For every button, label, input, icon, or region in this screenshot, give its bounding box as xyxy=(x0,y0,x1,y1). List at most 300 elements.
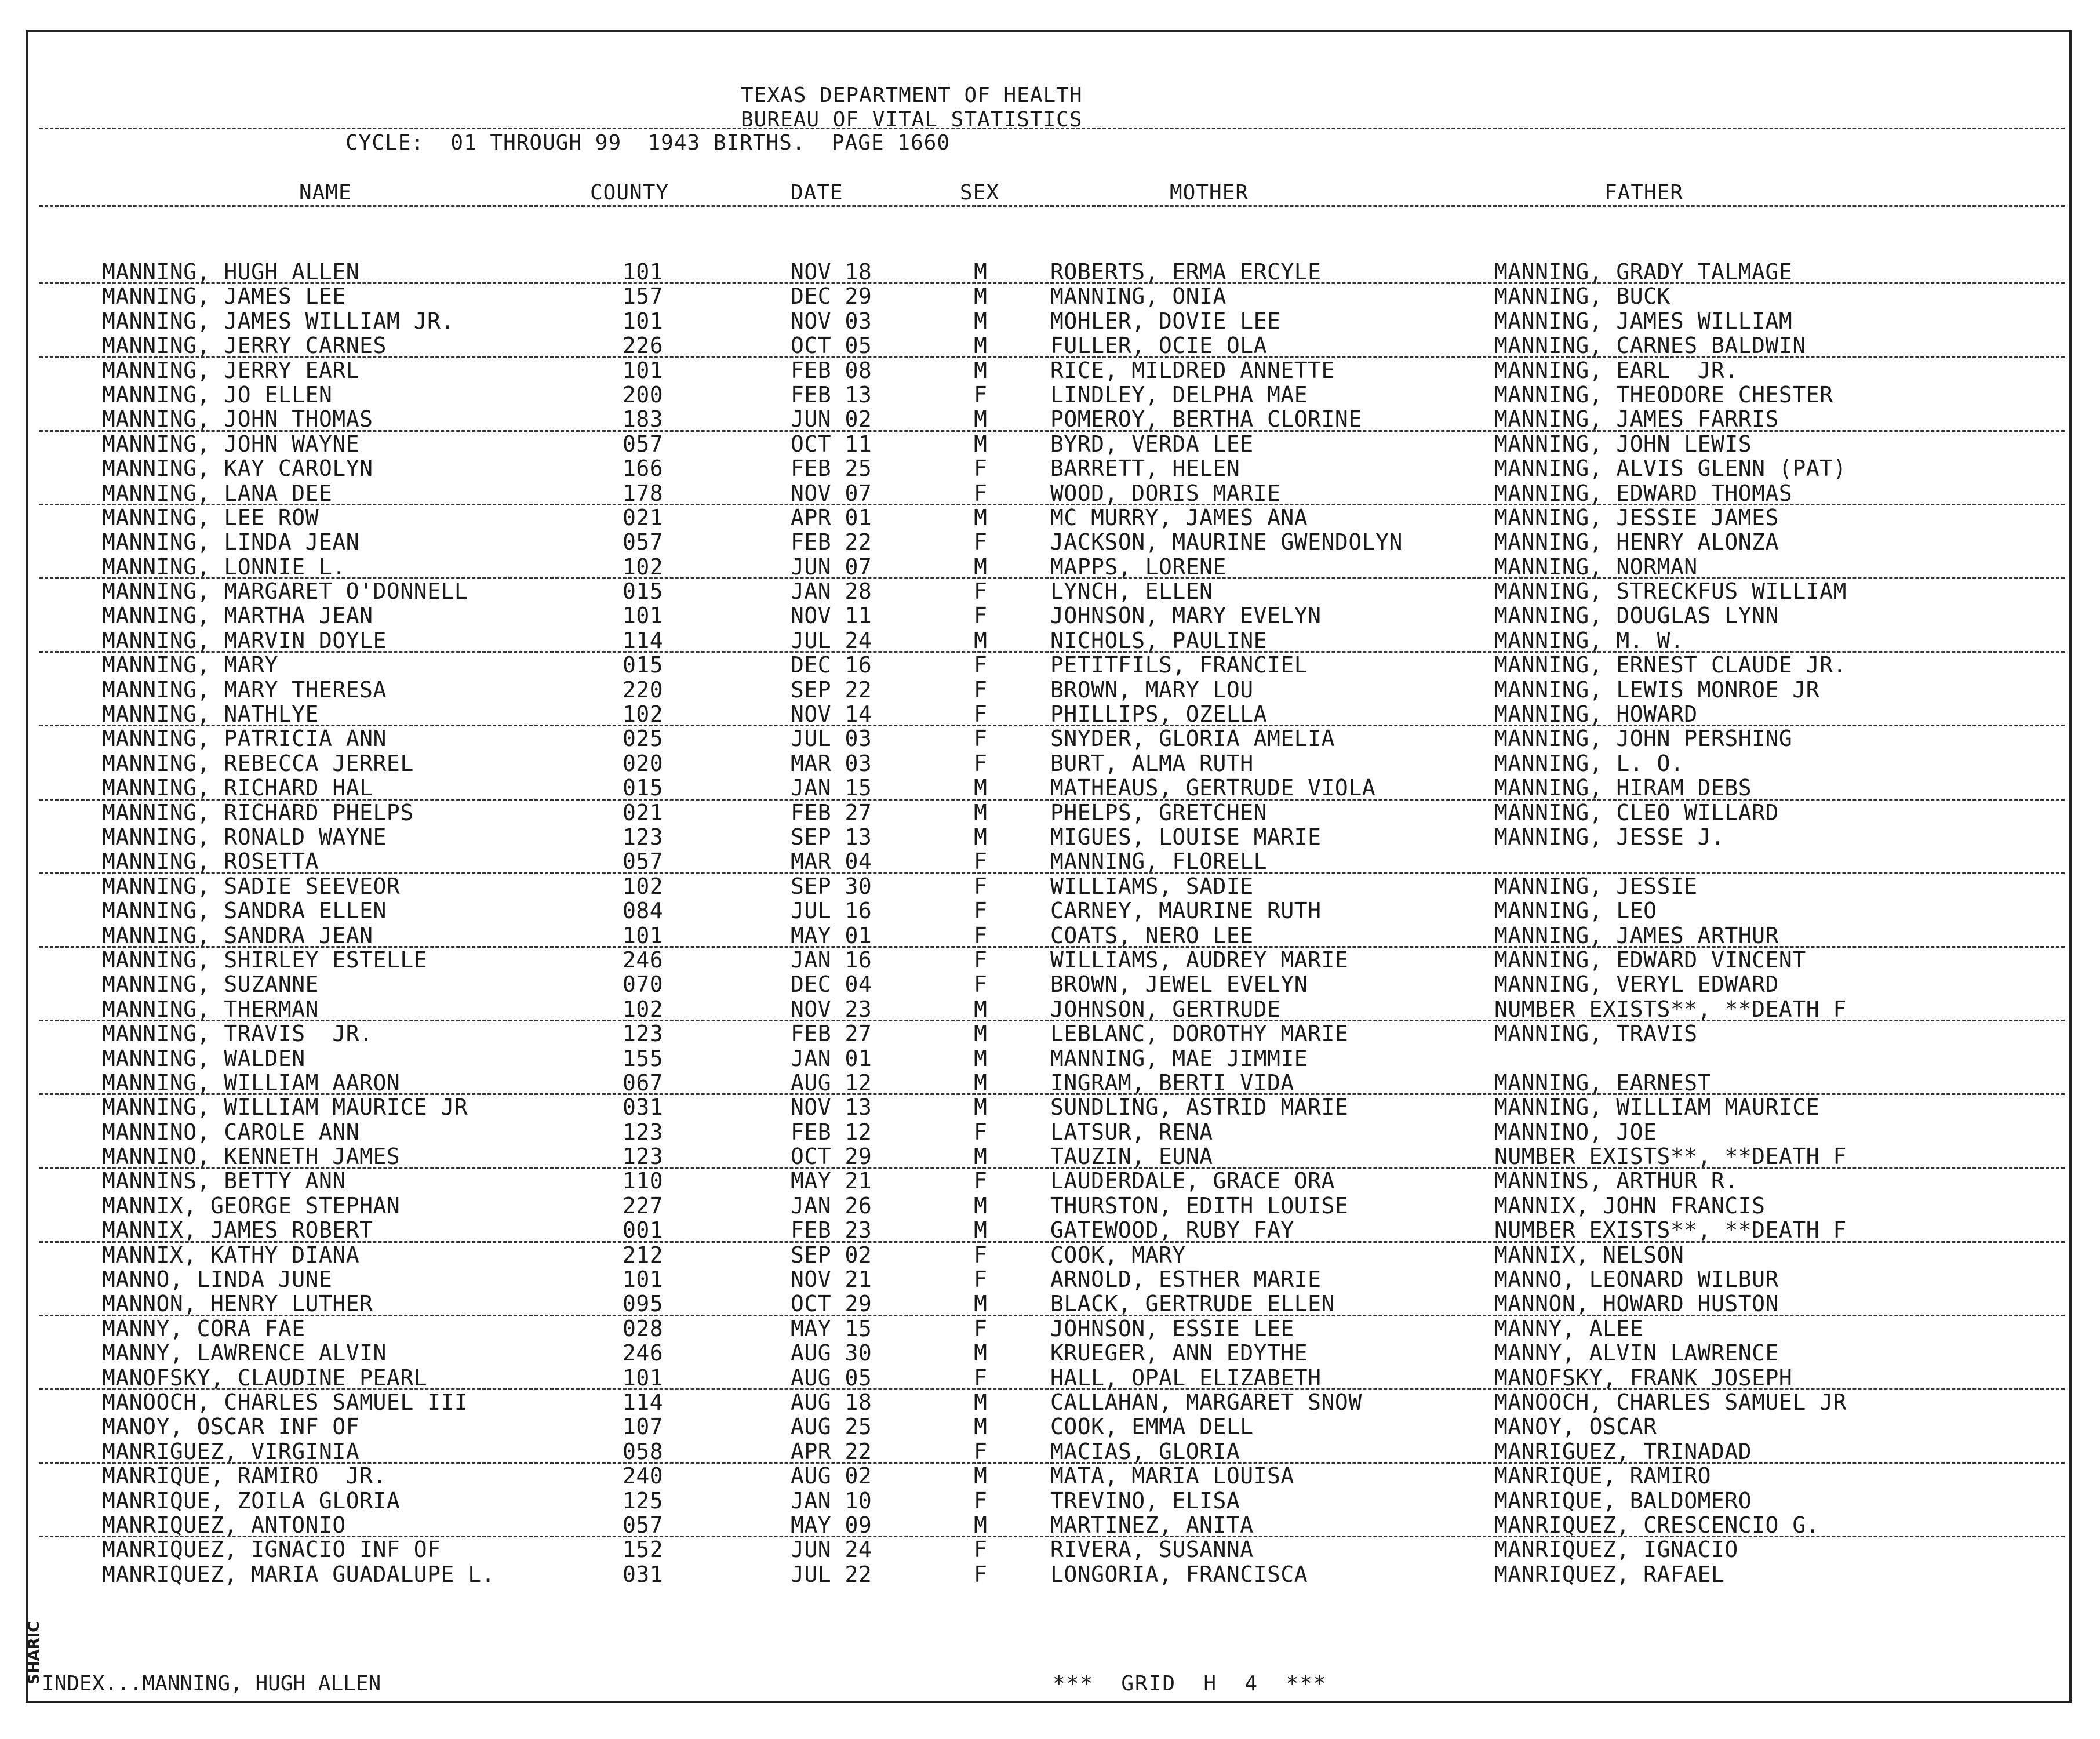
cell-date: JUN 07 xyxy=(791,554,872,580)
table-row xyxy=(28,1120,2069,1144)
table-row xyxy=(28,801,2069,825)
cell-sex: F xyxy=(974,676,988,703)
cell-name: MANNING, RICHARD PHELPS xyxy=(102,799,414,825)
cell-name: MANNING, JERRY EARL xyxy=(102,357,360,383)
cell-mother: KRUEGER, ANN EDYTHE xyxy=(1050,1340,1308,1366)
cell-date: FEB 27 xyxy=(791,1021,872,1047)
table-row xyxy=(28,1144,2069,1169)
cell-date: JAN 16 xyxy=(791,947,872,973)
cell-date: AUG 12 xyxy=(791,1069,872,1096)
cell-date: OCT 05 xyxy=(791,333,872,359)
cell-name: MANNING, RICHARD HAL xyxy=(102,775,373,801)
cell-date: SEP 30 xyxy=(791,873,872,899)
table-row xyxy=(28,603,2069,628)
cell-father: MANRIQUEZ, CRESCENCIO G. xyxy=(1494,1512,1820,1538)
cell-mother: CARNEY, MAURINE RUTH xyxy=(1050,898,1322,924)
table-row xyxy=(28,678,2069,702)
cell-sex: M xyxy=(974,996,988,1022)
cell-date: NOV 14 xyxy=(791,701,872,727)
cell-county: 031 xyxy=(623,1094,664,1120)
bureau-title: BUREAU OF VITAL STATISTICS xyxy=(741,108,1083,132)
cell-sex: F xyxy=(974,750,988,776)
cell-name: MANNING, THERMAN xyxy=(102,996,319,1022)
cell-date: AUG 05 xyxy=(791,1365,872,1391)
cell-county: 123 xyxy=(623,1119,664,1145)
cell-mother: WOOD, DORIS MARIE xyxy=(1050,480,1281,506)
column-header-name: NAME xyxy=(299,181,352,205)
table-row xyxy=(28,702,2069,726)
cell-date: FEB 13 xyxy=(791,381,872,408)
cell-mother: COOK, EMMA DELL xyxy=(1050,1414,1254,1440)
cell-county: 102 xyxy=(623,554,664,580)
cell-mother: BROWN, JEWEL EVELYN xyxy=(1050,972,1308,998)
cell-county: 021 xyxy=(623,799,664,825)
cell-sex: F xyxy=(974,726,988,752)
cell-county: 125 xyxy=(623,1487,664,1514)
cell-mother: BARRETT, HELEN xyxy=(1050,456,1240,482)
table-row xyxy=(28,1046,2069,1071)
grid-reference: *** GRID H 4 *** xyxy=(1053,1672,1327,1696)
cell-name: MANNING, TRAVIS JR. xyxy=(102,1021,373,1047)
cell-father: MANNIX, NELSON xyxy=(1494,1242,1684,1268)
table-row xyxy=(28,1341,2069,1365)
cell-name: MANRIGUEZ, VIRGINIA xyxy=(102,1438,360,1464)
cell-sex: M xyxy=(974,283,988,310)
cell-mother: WILLIAMS, AUDREY MARIE xyxy=(1050,947,1349,973)
cell-mother: MIGUES, LOUISE MARIE xyxy=(1050,824,1322,850)
cell-father: MANNING, JESSE J. xyxy=(1494,824,1725,850)
cell-mother: MANNING, MAE JIMMIE xyxy=(1050,1045,1308,1071)
table-row xyxy=(28,825,2069,849)
cell-date: JAN 10 xyxy=(791,1487,872,1514)
table-row xyxy=(28,1513,2069,1537)
cell-father: MANNING, JOHN LEWIS xyxy=(1494,431,1752,457)
cell-father: MANNING, L. O. xyxy=(1494,750,1684,776)
table-row xyxy=(28,358,2069,383)
table-row xyxy=(28,726,2069,751)
column-header-county: COUNTY xyxy=(590,181,669,205)
cell-mother: PHELPS, GRETCHEN xyxy=(1050,799,1268,825)
cell-date: AUG 18 xyxy=(791,1389,872,1415)
cell-name: MANNING, LANA DEE xyxy=(102,480,333,506)
cell-name: MANNIX, KATHY DIANA xyxy=(102,1242,360,1268)
cell-name: MANRIQUEZ, MARIA GUADALUPE L. xyxy=(102,1561,495,1587)
cell-name: MANNY, CORA FAE xyxy=(102,1315,305,1341)
table-row xyxy=(28,972,2069,996)
table-row xyxy=(28,849,2069,874)
column-header-date: DATE xyxy=(791,181,843,205)
cell-mother: GATEWOOD, RUBY FAY xyxy=(1050,1217,1294,1243)
cell-date: JUN 24 xyxy=(791,1537,872,1563)
table-row xyxy=(28,628,2069,653)
cell-sex: F xyxy=(974,947,988,973)
cell-sex: M xyxy=(974,308,988,334)
cell-mother: MATHEAUS, GERTRUDE VIOLA xyxy=(1050,775,1376,801)
cell-county: 028 xyxy=(623,1315,664,1341)
cell-mother: COATS, NERO LEE xyxy=(1050,922,1254,948)
column-header-father: FATHER xyxy=(1604,181,1684,205)
cell-sex: F xyxy=(974,898,988,924)
cell-father: MANNING, TRAVIS xyxy=(1494,1021,1698,1047)
cell-mother: BYRD, VERDA LEE xyxy=(1050,431,1254,457)
cell-county: 102 xyxy=(623,873,664,899)
cell-sex: F xyxy=(974,922,988,948)
cell-father: MANNIX, JOHN FRANCIS xyxy=(1494,1192,1766,1218)
cell-date: MAY 09 xyxy=(791,1512,872,1538)
cell-sex: M xyxy=(974,1291,988,1317)
cell-date: JUL 22 xyxy=(791,1561,872,1587)
cell-county: 057 xyxy=(623,849,664,875)
cell-name: MANRIQUE, ZOILA GLORIA xyxy=(102,1487,401,1514)
cell-name: MANNING, RONALD WAYNE xyxy=(102,824,387,850)
cell-father: MANNINO, JOE xyxy=(1494,1119,1657,1145)
cell-sex: F xyxy=(974,849,988,875)
cell-date: AUG 30 xyxy=(791,1340,872,1366)
table-row xyxy=(28,481,2069,505)
cell-date: OCT 29 xyxy=(791,1144,872,1170)
cell-mother: LYNCH, ELLEN xyxy=(1050,579,1213,605)
cell-father: MANRIGUEZ, TRINADAD xyxy=(1494,1438,1752,1464)
cell-county: 107 xyxy=(623,1414,664,1440)
cell-county: 101 xyxy=(623,357,664,383)
table-row xyxy=(28,260,2069,284)
cell-county: 101 xyxy=(623,1365,664,1391)
cell-county: 101 xyxy=(623,922,664,948)
cell-sex: F xyxy=(974,972,988,998)
table-row xyxy=(28,1366,2069,1390)
cell-mother: MC MURRY, JAMES ANA xyxy=(1050,504,1308,530)
cell-sex: F xyxy=(974,1119,988,1145)
cell-father: MANNING, HOWARD xyxy=(1494,701,1698,727)
cell-county: 183 xyxy=(623,406,664,432)
cell-date: APR 01 xyxy=(791,504,872,530)
table-row xyxy=(28,383,2069,407)
cell-name: MANOFSKY, CLAUDINE PEARL xyxy=(102,1365,428,1391)
cell-county: 101 xyxy=(623,1267,664,1293)
cell-mother: BURT, ALMA RUTH xyxy=(1050,750,1254,776)
cell-date: NOV 11 xyxy=(791,603,872,629)
cell-sex: M xyxy=(974,554,988,580)
cell-date: JUL 16 xyxy=(791,898,872,924)
side-code: SHARIC xyxy=(26,1621,43,1685)
cell-date: SEP 22 xyxy=(791,676,872,703)
cell-sex: M xyxy=(974,1512,988,1538)
cell-sex: F xyxy=(974,480,988,506)
cell-father: MANNING, EDWARD THOMAS xyxy=(1494,480,1793,506)
cell-date: JUL 24 xyxy=(791,627,872,653)
cell-name: MANRIQUEZ, ANTONIO xyxy=(102,1512,346,1538)
cell-county: 212 xyxy=(623,1242,664,1268)
cell-mother: ROBERTS, ERMA ERCYLE xyxy=(1050,259,1322,285)
cell-mother: LATSUR, RENA xyxy=(1050,1119,1213,1145)
cell-mother: HALL, OPAL ELIZABETH xyxy=(1050,1365,1322,1391)
table-row xyxy=(28,456,2069,481)
cell-county: 015 xyxy=(623,579,664,605)
cell-sex: F xyxy=(974,1537,988,1563)
cell-father: MANNING, BUCK xyxy=(1494,283,1670,310)
cell-sex: M xyxy=(974,775,988,801)
cell-sex: M xyxy=(974,406,988,432)
cell-mother: MAPPS, LORENE xyxy=(1050,554,1226,580)
cell-mother: FULLER, OCIE OLA xyxy=(1050,333,1268,359)
table-row xyxy=(28,1464,2069,1488)
cell-father: MANNING, EARNEST xyxy=(1494,1069,1712,1096)
cell-name: MANNING, PATRICIA ANN xyxy=(102,726,387,752)
table-row xyxy=(28,948,2069,972)
cell-date: MAR 03 xyxy=(791,750,872,776)
cell-sex: F xyxy=(974,701,988,727)
cell-date: DEC 29 xyxy=(791,283,872,310)
cell-father: MANRIQUE, RAMIRO xyxy=(1494,1463,1712,1489)
cell-father: MANNING, JAMES FARRIS xyxy=(1494,406,1779,432)
cell-sex: M xyxy=(974,1217,988,1243)
cell-name: MANNING, WALDEN xyxy=(102,1045,305,1071)
cell-date: JAN 15 xyxy=(791,775,872,801)
cell-date: JAN 01 xyxy=(791,1045,872,1071)
cell-name: MANNING, REBECCA JERREL xyxy=(102,750,414,776)
cell-sex: M xyxy=(974,431,988,457)
cell-date: NOV 03 xyxy=(791,308,872,334)
cell-county: 070 xyxy=(623,972,664,998)
cell-sex: M xyxy=(974,1463,988,1489)
cell-date: AUG 02 xyxy=(791,1463,872,1489)
cell-father: MANNINS, ARTHUR R. xyxy=(1494,1168,1738,1194)
cell-mother: MACIAS, GLORIA xyxy=(1050,1438,1240,1464)
cell-county: 020 xyxy=(623,750,664,776)
cell-name: MANNO, LINDA JUNE xyxy=(102,1267,333,1293)
cell-father: MANNING, M. W. xyxy=(1494,627,1684,653)
cell-sex: M xyxy=(974,824,988,850)
cell-name: MANOY, OSCAR INF OF xyxy=(102,1414,360,1440)
cell-sex: M xyxy=(974,1045,988,1071)
cell-name: MANNING, MARY THERESA xyxy=(102,676,387,703)
cell-mother: MOHLER, DOVIE LEE xyxy=(1050,308,1281,334)
table-row xyxy=(28,653,2069,677)
cell-mother: PHILLIPS, OZELLA xyxy=(1050,701,1268,727)
cell-county: 101 xyxy=(623,259,664,285)
cell-name: MANNING, JO ELLEN xyxy=(102,381,333,408)
cell-county: 057 xyxy=(623,431,664,457)
cell-father: MANNO, LEONARD WILBUR xyxy=(1494,1267,1779,1293)
cell-sex: F xyxy=(974,529,988,555)
cell-county: 123 xyxy=(623,1021,664,1047)
cell-sex: F xyxy=(974,652,988,678)
cell-name: MANNING, MARGARET O'DONNELL xyxy=(102,579,468,605)
cell-date: NOV 21 xyxy=(791,1267,872,1293)
cell-county: 021 xyxy=(623,504,664,530)
cell-date: NOV 18 xyxy=(791,259,872,285)
cell-sex: F xyxy=(974,1315,988,1341)
cell-father: MANNING, JESSIE JAMES xyxy=(1494,504,1779,530)
cell-father: NUMBER EXISTS**, **DEATH F xyxy=(1494,1217,1847,1243)
cell-father: MANOOCH, CHARLES SAMUEL JR xyxy=(1494,1389,1847,1415)
cell-father: MANNING, JAMES WILLIAM xyxy=(1494,308,1793,334)
cell-mother: JOHNSON, GERTRUDE xyxy=(1050,996,1281,1022)
cell-name: MANRIQUEZ, IGNACIO INF OF xyxy=(102,1537,441,1563)
cell-father: MANNING, JESSIE xyxy=(1494,873,1698,899)
cell-mother: LEBLANC, DOROTHY MARIE xyxy=(1050,1021,1349,1047)
table-row xyxy=(28,333,2069,358)
cell-father: MANOFSKY, FRANK JOSEPH xyxy=(1494,1365,1793,1391)
cell-sex: F xyxy=(974,1267,988,1293)
cell-county: 102 xyxy=(623,996,664,1022)
cell-mother: INGRAM, BERTI VIDA xyxy=(1050,1069,1294,1096)
cell-sex: F xyxy=(974,1242,988,1268)
table-row xyxy=(28,1390,2069,1414)
table-row xyxy=(28,898,2069,923)
cell-date: SEP 13 xyxy=(791,824,872,850)
cell-mother: PETITFILS, FRANCIEL xyxy=(1050,652,1308,678)
cell-county: 227 xyxy=(623,1192,664,1218)
cell-name: MANNING, WILLIAM MAURICE JR xyxy=(102,1094,468,1120)
table-row xyxy=(28,1194,2069,1218)
cell-mother: BROWN, MARY LOU xyxy=(1050,676,1254,703)
cell-mother: LONGORIA, FRANCISCA xyxy=(1050,1561,1308,1587)
cell-county: 101 xyxy=(623,603,664,629)
cell-mother: SUNDLING, ASTRID MARIE xyxy=(1050,1094,1349,1120)
table-row xyxy=(28,1021,2069,1046)
cell-date: DEC 04 xyxy=(791,972,872,998)
cell-name: MANNING, KAY CAROLYN xyxy=(102,456,373,482)
column-header-mother: MOTHER xyxy=(1170,181,1249,205)
cell-name: MANNING, JERRY CARNES xyxy=(102,333,387,359)
column-header-sex: SEX xyxy=(960,181,1000,205)
cell-sex: M xyxy=(974,627,988,653)
cell-father: MANOY, OSCAR xyxy=(1494,1414,1657,1440)
cell-name: MANNING, ROSETTA xyxy=(102,849,319,875)
cell-county: 166 xyxy=(623,456,664,482)
cell-mother: MANNING, FLORELL xyxy=(1050,849,1268,875)
cell-sex: F xyxy=(974,1487,988,1514)
table-row xyxy=(28,776,2069,800)
cell-date: FEB 25 xyxy=(791,456,872,482)
cell-county: 025 xyxy=(623,726,664,752)
cell-name: MANNING, NATHLYE xyxy=(102,701,319,727)
cell-sex: M xyxy=(974,504,988,530)
cell-name: MANNING, LEE ROW xyxy=(102,504,319,530)
cell-sex: M xyxy=(974,1021,988,1047)
cell-mother: CALLAHAN, MARGARET SNOW xyxy=(1050,1389,1362,1415)
cell-name: MANNINS, BETTY ANN xyxy=(102,1168,346,1194)
cell-father: MANNING, GRADY TALMAGE xyxy=(1494,259,1793,285)
cell-father: MANNING, ALVIS GLENN (PAT) xyxy=(1494,456,1847,482)
cell-county: 114 xyxy=(623,1389,664,1415)
cell-date: JAN 26 xyxy=(791,1192,872,1218)
cell-mother: JOHNSON, ESSIE LEE xyxy=(1050,1315,1294,1341)
table-row xyxy=(28,1316,2069,1341)
cell-date: JAN 28 xyxy=(791,579,872,605)
cell-county: 084 xyxy=(623,898,664,924)
table-row xyxy=(28,579,2069,603)
cell-county: 101 xyxy=(623,308,664,334)
table-row xyxy=(28,1537,2069,1562)
table-row xyxy=(28,1243,2069,1267)
cell-father: MANNING, ERNEST CLAUDE JR. xyxy=(1494,652,1847,678)
cell-father: NUMBER EXISTS**, **DEATH F xyxy=(1494,996,1847,1022)
cell-sex: F xyxy=(974,1561,988,1587)
cell-county: 095 xyxy=(623,1291,664,1317)
cell-county: 123 xyxy=(623,1144,664,1170)
table-row xyxy=(28,407,2069,431)
cell-father: MANNING, JAMES ARTHUR xyxy=(1494,922,1779,948)
cell-date: OCT 11 xyxy=(791,431,872,457)
cell-name: MANNING, SUZANNE xyxy=(102,972,319,998)
cell-county: 015 xyxy=(623,652,664,678)
table-row xyxy=(28,751,2069,776)
cell-name: MANNIX, JAMES ROBERT xyxy=(102,1217,373,1243)
cell-name: MANNING, MARY xyxy=(102,652,278,678)
cell-mother: MARTINEZ, ANITA xyxy=(1050,1512,1254,1538)
cycle-line: CYCLE: 01 THROUGH 99 1943 BIRTHS. PAGE 1660 xyxy=(345,131,950,155)
cell-mother: SNYDER, GLORIA AMELIA xyxy=(1050,726,1335,752)
table-row xyxy=(28,1218,2069,1242)
cell-name: MANNING, SANDRA JEAN xyxy=(102,922,373,948)
cell-county: 102 xyxy=(623,701,664,727)
cell-sex: F xyxy=(974,456,988,482)
cell-mother: RICE, MILDRED ANNETTE xyxy=(1050,357,1335,383)
cell-mother: JOHNSON, MARY EVELYN xyxy=(1050,603,1322,629)
cell-mother: NICHOLS, PAULINE xyxy=(1050,627,1268,653)
cell-name: MANNING, SADIE SEEVEOR xyxy=(102,873,401,899)
cell-county: 110 xyxy=(623,1168,664,1194)
cell-county: 114 xyxy=(623,627,664,653)
cell-sex: M xyxy=(974,799,988,825)
cell-date: DEC 16 xyxy=(791,652,872,678)
index-footer: INDEX...MANNING, HUGH ALLEN xyxy=(42,1672,381,1696)
cell-county: 031 xyxy=(623,1561,664,1587)
cell-mother: THURSTON, EDITH LOUISE xyxy=(1050,1192,1349,1218)
cell-name: MANNING, JOHN THOMAS xyxy=(102,406,373,432)
cell-sex: M xyxy=(974,1414,988,1440)
cell-father: MANRIQUE, BALDOMERO xyxy=(1494,1487,1752,1514)
cell-date: FEB 27 xyxy=(791,799,872,825)
cell-county: 178 xyxy=(623,480,664,506)
cell-sex: F xyxy=(974,1365,988,1391)
table-row xyxy=(28,1414,2069,1439)
cell-father: MANNON, HOWARD HUSTON xyxy=(1494,1291,1779,1317)
cell-mother: POMEROY, BERTHA CLORINE xyxy=(1050,406,1362,432)
agency-title: TEXAS DEPARTMENT OF HEALTH xyxy=(741,83,1083,107)
cell-sex: F xyxy=(974,873,988,899)
cell-father: MANNING, WILLIAM MAURICE xyxy=(1494,1094,1820,1120)
column-header-rule xyxy=(39,205,2065,207)
cell-mother: ARNOLD, ESTHER MARIE xyxy=(1050,1267,1322,1293)
cell-father: MANNING, EDWARD VINCENT xyxy=(1494,947,1806,973)
cell-date: AUG 25 xyxy=(791,1414,872,1440)
cell-name: MANNING, JAMES LEE xyxy=(102,283,346,310)
table-row xyxy=(28,1071,2069,1095)
cell-mother: JACKSON, MAURINE GWENDOLYN xyxy=(1050,529,1403,555)
cell-date: MAY 21 xyxy=(791,1168,872,1194)
cell-name: MANOOCH, CHARLES SAMUEL III xyxy=(102,1389,468,1415)
cell-name: MANNING, LONNIE L. xyxy=(102,554,346,580)
table-row xyxy=(28,505,2069,530)
table-row xyxy=(28,923,2069,948)
cell-name: MANNING, SANDRA ELLEN xyxy=(102,898,387,924)
cell-date: MAY 15 xyxy=(791,1315,872,1341)
cell-county: 123 xyxy=(623,824,664,850)
cell-county: 240 xyxy=(623,1463,664,1489)
cell-father: MANNING, VERYL EDWARD xyxy=(1494,972,1779,998)
cell-father: MANNING, LEWIS MONROE JR xyxy=(1494,676,1820,703)
cell-date: FEB 08 xyxy=(791,357,872,383)
cell-father: MANNING, NORMAN xyxy=(1494,554,1698,580)
table-row xyxy=(28,309,2069,333)
table-row xyxy=(28,1267,2069,1291)
cell-county: 220 xyxy=(623,676,664,703)
cell-father: MANNING, JOHN PERSHING xyxy=(1494,726,1793,752)
cell-mother: TREVINO, ELISA xyxy=(1050,1487,1240,1514)
